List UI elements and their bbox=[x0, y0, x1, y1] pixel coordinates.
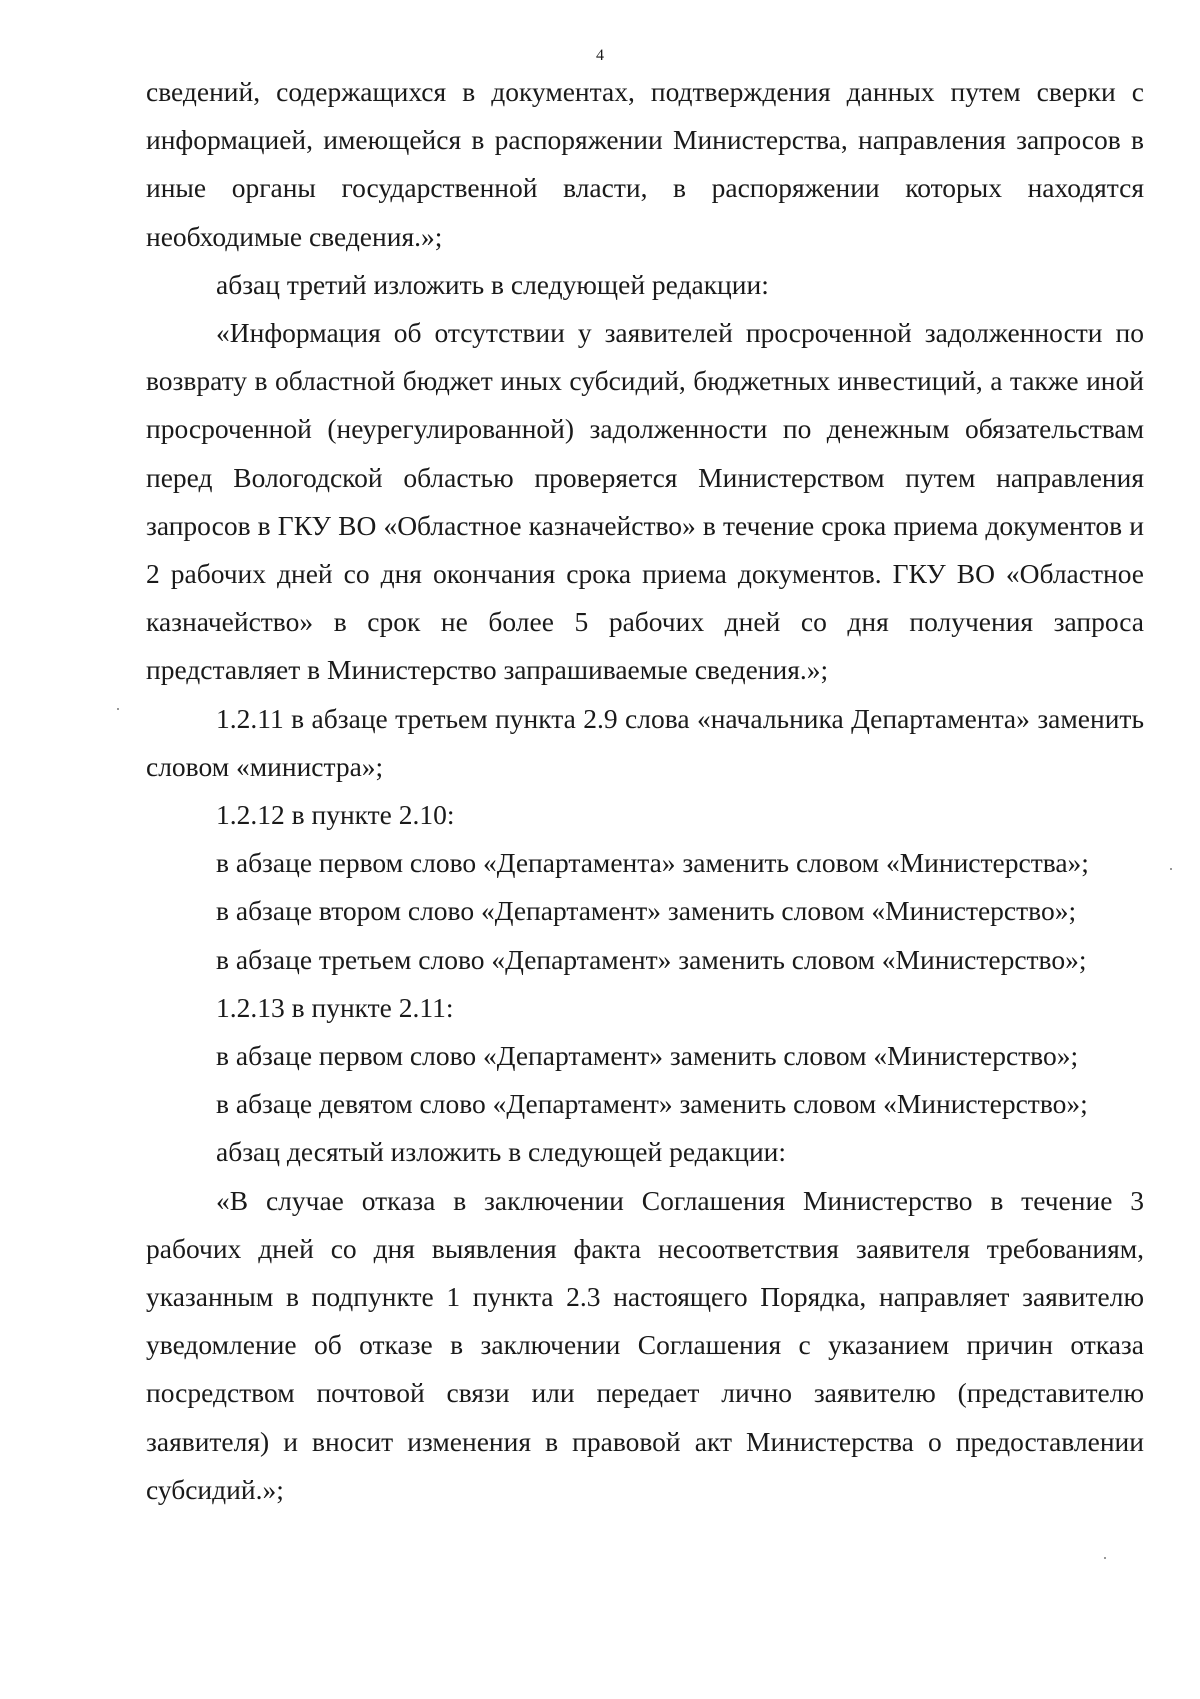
paragraph-continuation: сведений, содержащихся в документах, подтверждения данных путем сверки с информацией, имеющейся в распоряжении Министерства, направления запросов в иные органы государственной власти, в распоряжении которых находятся необходимые сведения.»; bbox=[146, 76, 1144, 252]
paragraph-quoted-text: «Информация об отсутствии у заявителей просроченной задолженности по возврату в областной бюджет иных субсидий, бюджетных инвестиций, а также иной просроченной (неурегулированной) задолженности по денежным обязательствам перед Вологодской областью проверяется Министерством путем направления запросов в ГКУ ВО «Областное казначейство» в течение срока приема документов и 2 рабочих дней со дня окончания срока приема документов. ГКУ ВО «Областное казначейство» в срок не более 5 рабочих дней со дня получения запроса представляет в Министерство запрашиваемые сведения.»; bbox=[146, 317, 1144, 686]
paragraph-instruction: абзац десятый изложить в следующей редакции: bbox=[216, 1136, 787, 1168]
paragraph-amendment: в абзаце третьем слово «Департамент» заменить словом «Министерство»; bbox=[216, 943, 1087, 975]
paragraph-quoted-text: «В случае отказа в заключении Соглашения Министерство в течение 3 рабочих дней со дня выявления факта несоответствия заявителя требованиям, указанным в подпункте 1 пункта 2.3 настоящего Порядка, направляет заявителю уведомление об отказе в заключении Соглашения с указанием причин отказа посредством почтовой связи или передает лично заявителю (представителю заявителя) и вносит изменения в правовой акт Министерства о предоставлении субсидий.»; bbox=[146, 1184, 1144, 1505]
page-number: 4 bbox=[596, 47, 604, 64]
paragraph-amendment: в абзаце первом слово «Департамент» заменить словом «Министерство»; bbox=[216, 1040, 1079, 1072]
document-body bbox=[146, 68, 1144, 1514]
scan-speck bbox=[1170, 868, 1172, 870]
paragraph-clause-1-2-13: 1.2.13 в пункте 2.11: bbox=[216, 991, 454, 1023]
scan-speck bbox=[117, 708, 119, 710]
paragraph-instruction: абзац третий изложить в следующей редакции: bbox=[216, 268, 769, 300]
paragraph-clause-1-2-11: 1.2.11 в абзаце третьем пункта 2.9 слова «начальника Департамента» заменить словом «министра»; bbox=[146, 702, 1144, 782]
scan-speck bbox=[1104, 1557, 1106, 1559]
paragraph-amendment: в абзаце первом слово «Департамента» заменить словом «Министерства»; bbox=[216, 847, 1089, 879]
paragraph-amendment: в абзаце девятом слово «Департамент» заменить словом «Министерство»; bbox=[216, 1088, 1088, 1120]
paragraph-clause-1-2-12: 1.2.12 в пункте 2.10: bbox=[216, 799, 455, 831]
paragraph-amendment: в абзаце втором слово «Департамент» заменить словом «Министерство»; bbox=[216, 895, 1077, 927]
